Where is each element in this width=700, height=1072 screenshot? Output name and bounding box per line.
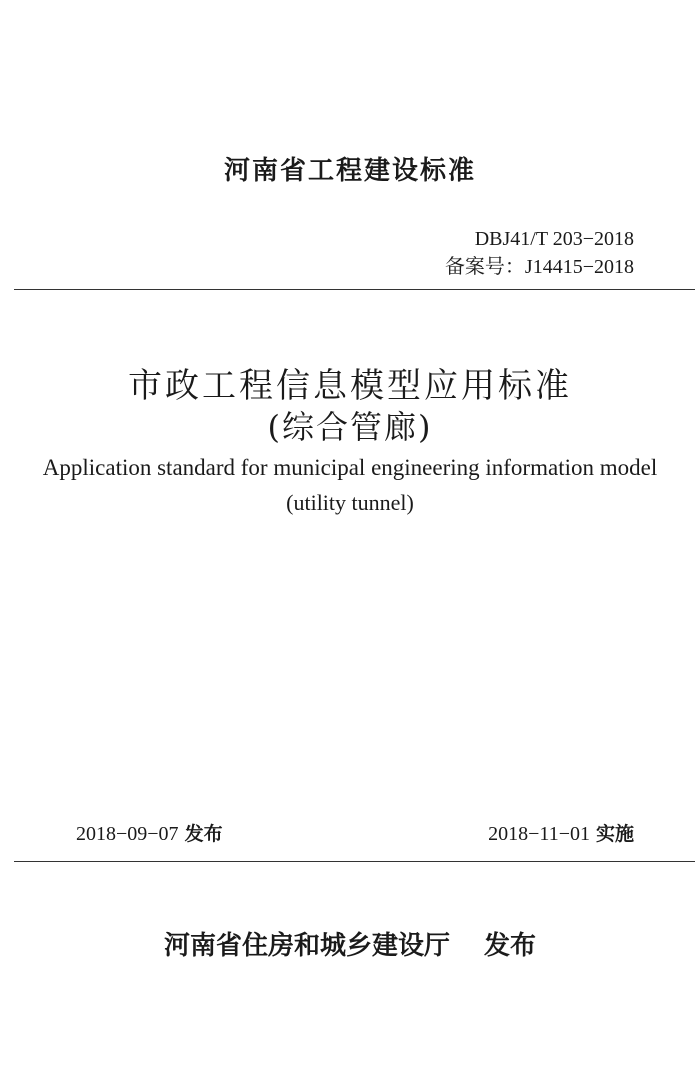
publisher-line (0, 925, 700, 962)
implement-date-row (488, 819, 634, 846)
implement-date: 2018−11−01 (488, 823, 590, 845)
subtitle-chinese: (综合管廊) (267, 408, 433, 446)
code-block (445, 225, 634, 281)
subtitle-english: (utility tunnel) (286, 490, 414, 515)
issue-date: 2018−09−07 (76, 823, 179, 845)
publisher-name: 河南省住房和城乡建设厅 (163, 931, 450, 961)
standard-category: 河南省工程建设标准 (223, 156, 476, 186)
record-number: 备案号：J14415−2018 (444, 256, 634, 278)
title-english: Application standard for municipal engineering information model (42, 455, 658, 480)
title-chinese: 市政工程信息模型应用标准 (128, 366, 572, 406)
publish-label: 发布 (484, 931, 537, 961)
implement-label: 实施 (595, 823, 634, 845)
top-divider (14, 289, 695, 290)
issue-date-row (76, 819, 223, 846)
bottom-divider (14, 861, 695, 862)
standard-number: DBJ41/T 203−2018 (474, 228, 634, 250)
issue-label: 发布 (184, 823, 223, 845)
